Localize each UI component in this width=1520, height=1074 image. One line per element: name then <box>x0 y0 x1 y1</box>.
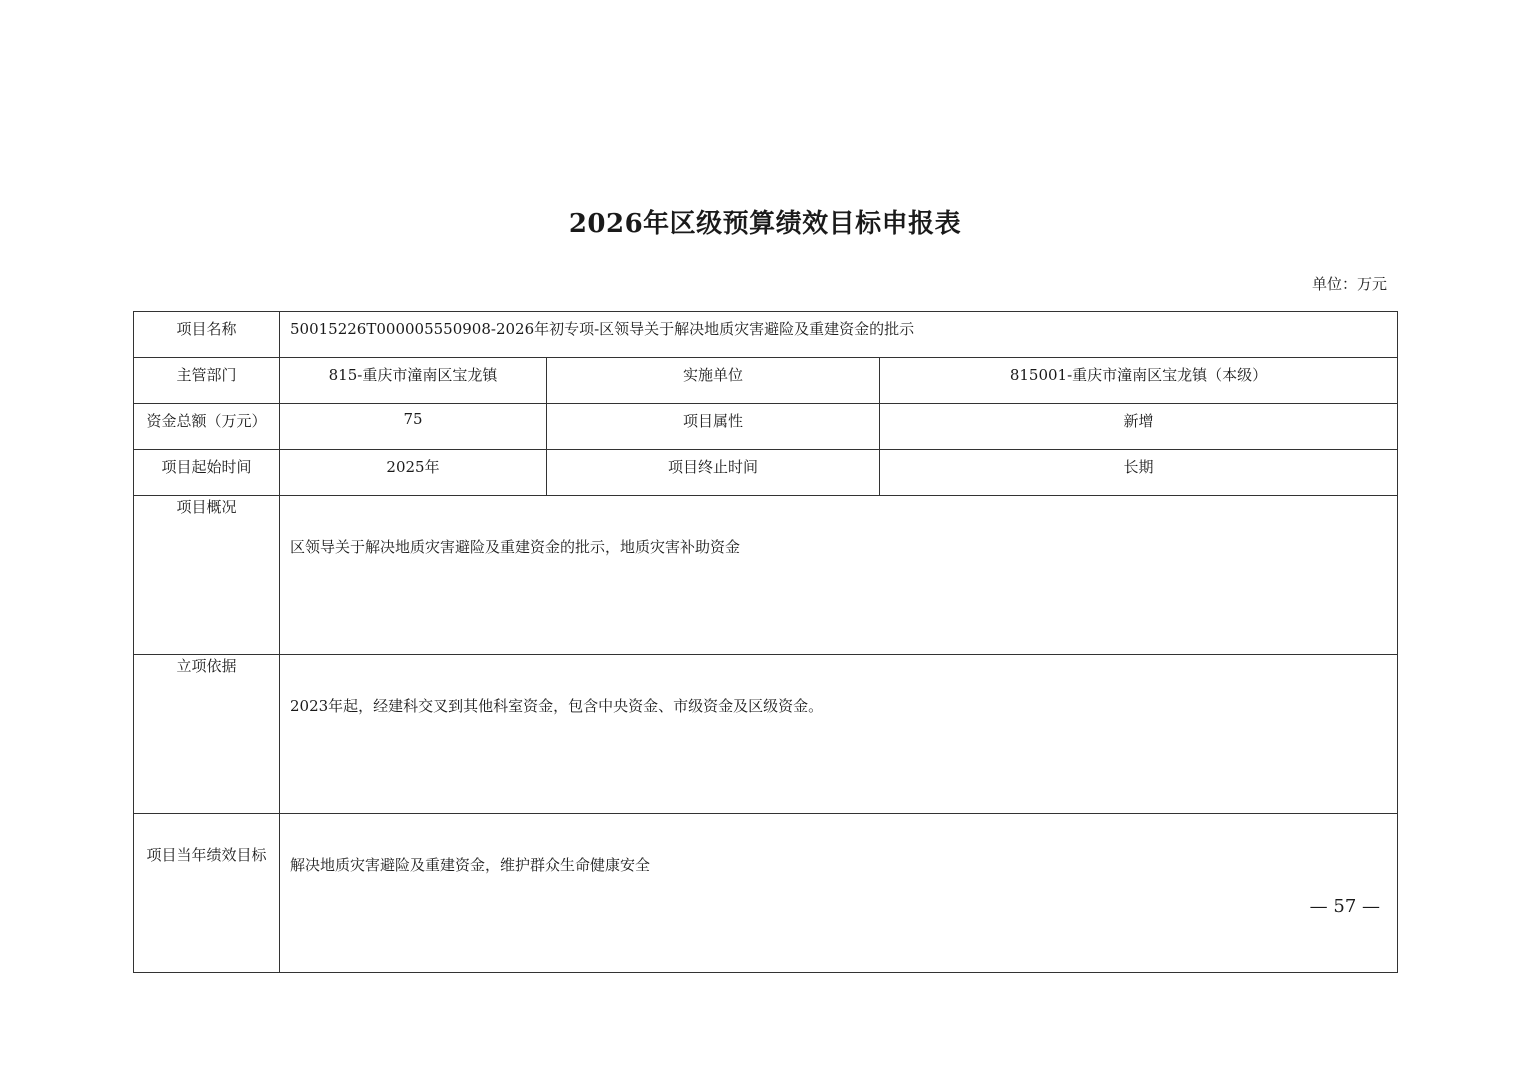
end-time-label: 项目终止时间 <box>547 450 880 496</box>
department-label: 主管部门 <box>134 358 280 404</box>
budget-form-table <box>133 311 1398 973</box>
overview-label: 项目概况 <box>134 496 280 655</box>
row-period <box>134 450 1398 496</box>
implementing-unit-label: 实施单位 <box>547 358 880 404</box>
project-attribute-value: 新增 <box>880 404 1398 450</box>
start-time-label: 项目起始时间 <box>134 450 280 496</box>
start-time-value: 2025年 <box>280 450 547 496</box>
row-basis <box>134 655 1398 814</box>
total-funding-label: 资金总额（万元） <box>134 404 280 450</box>
basis-label: 立项依据 <box>134 655 280 814</box>
basis-value: 2023年起，经建科交叉到其他科室资金，包含中央资金、市级资金及区级资金。 <box>280 655 1398 814</box>
row-funding <box>134 404 1398 450</box>
end-time-value: 长期 <box>880 450 1398 496</box>
page-title: 2026年区级预算绩效目标申报表 <box>568 209 962 239</box>
project-name-value: 50015226T000005550908-2026年初专项-区领导关于解决地质灾害避险及重建资金的批示 <box>280 312 1398 358</box>
goal-value: 解决地质灾害避险及重建资金，维护群众生命健康安全 <box>280 814 1398 973</box>
project-attribute-label: 项目属性 <box>547 404 880 450</box>
project-name-label: 项目名称 <box>134 312 280 358</box>
department-value: 815-重庆市潼南区宝龙镇 <box>280 358 547 404</box>
unit-label: 单位：万元 <box>1311 275 1387 293</box>
goal-label: 项目当年绩效目标 <box>134 814 280 973</box>
row-project-name <box>134 312 1398 358</box>
total-funding-value: 75 <box>280 404 547 450</box>
row-overview <box>134 496 1398 655</box>
row-department <box>134 358 1398 404</box>
row-goal <box>134 814 1398 973</box>
overview-value: 区领导关于解决地质灾害避险及重建资金的批示，地质灾害补助资金 <box>280 496 1398 655</box>
page-number: — 57 — <box>1309 896 1380 917</box>
implementing-unit-value: 815001-重庆市潼南区宝龙镇（本级） <box>880 358 1398 404</box>
